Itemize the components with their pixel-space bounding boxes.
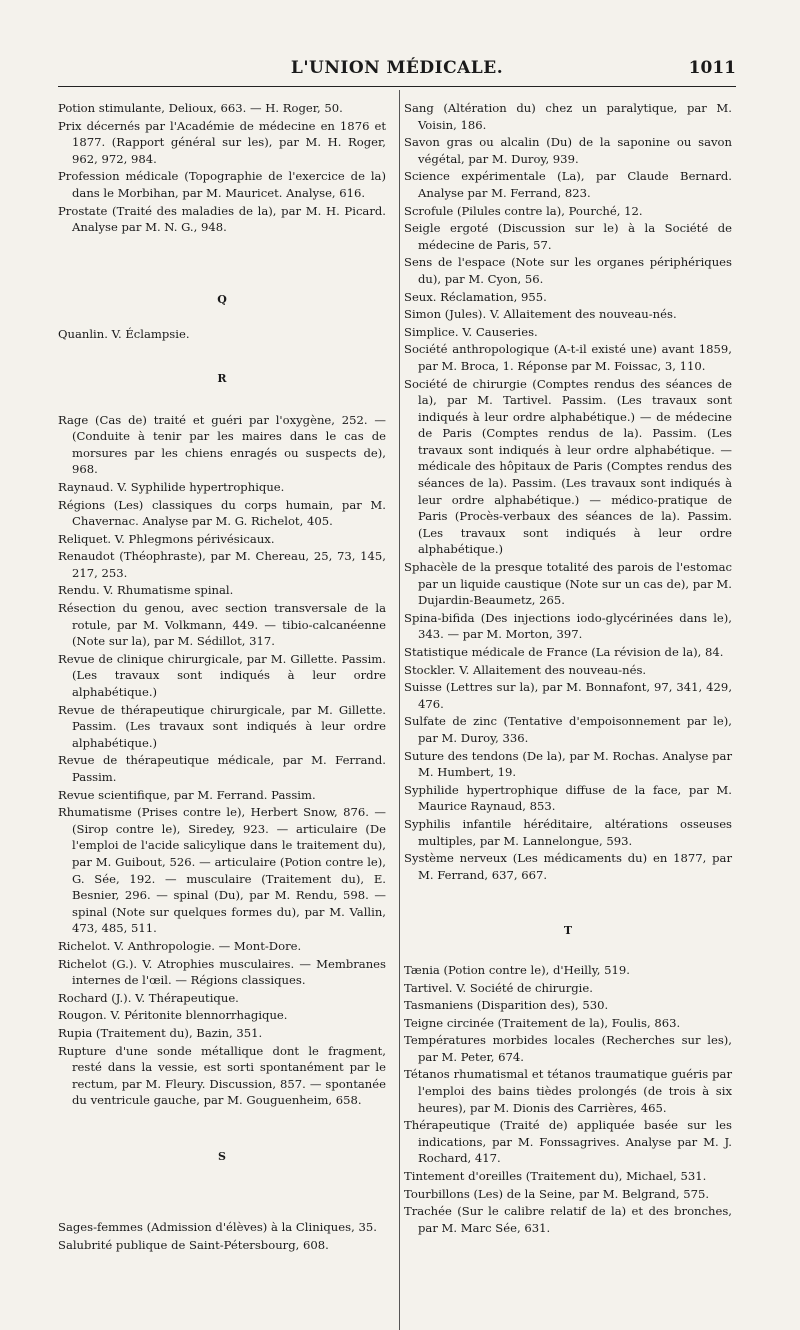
index-entry: Régions (Les) classiques du corps humain, par M. Chavernac. Analyse par M. G. Richelot, 405. — [58, 497, 386, 529]
index-entry: Seux. Réclamation, 955. — [404, 289, 547, 304]
index-entry: Rochard (J.). V. Thérapeutique. — [58, 990, 239, 1005]
index-entry: Teigne circinée (Traitement de la), Foulis, 863. — [404, 1015, 681, 1030]
index-entry: Rhumatisme (Prises contre le), Herbert Snow, 876. — (Sirop contre le), Siredey, 923. — articulaire (De l'emploi de l'acide salicylique dans le traitement du), par M. Guibout, 526. — articulaire (Potion contre le), G. Sée, 192. — musculaire (Traitement du), E. Besnier, 296. — spinal (Du), par M. Rendu, 598. — spinal (Note sur quelques formes du), par M. Vallin, 473, 485, 511. — [58, 805, 386, 936]
column-divider — [399, 90, 400, 1330]
section-letter: Q — [217, 292, 227, 306]
index-entry: Stockler. V. Allaitement des nouveau-nés. — [404, 662, 647, 677]
index-entry: Prostate (Traité des maladies de la), par M. H. Picard. Analyse par M. N. G., 948. — [58, 203, 386, 235]
section-letter: R — [217, 371, 227, 385]
index-entry: Savon gras ou alcalin (Du) de la saponine ou savon végétal, par M. Duroy, 939. — [404, 135, 732, 166]
index-entry: Revue scientifique, par M. Ferrand. Passim. — [58, 787, 316, 802]
index-entry: Seigle ergoté (Discussion sur le) à la Société de médecine de Paris, 57. — [404, 221, 732, 252]
index-entry: Potion stimulante, Delioux, 663. — H. Roger, 50. — [58, 101, 343, 115]
index-entry: Tétanos rhumatismal et tétanos traumatique guéris par l'emploi des bains tièdes prolongés (de trois à six heures), par M. Dionis des Carrières, 465. — [404, 1067, 732, 1115]
page-number: 1011 — [688, 58, 736, 78]
index-entry: Rage (Cas de) traité et guéri par l'oxygène, 252. — (Conduite à tenir par les maires dans le cas de morsures par les chiens enragés ou suspects de), 968. — [58, 412, 386, 477]
index-entry: Richelot (G.). V. Atrophies musculaires. — Membranes internes de l'œil. — Régions classiques. — [58, 956, 386, 988]
section-letter: S — [218, 1149, 226, 1163]
index-entry: Rupia (Traitement du), Bazin, 351. — [58, 1025, 263, 1040]
index-entry: Rougon. V. Péritonite blennorrhagique. — [58, 1008, 288, 1023]
index-entry: Revue de clinique chirurgicale, par M. Gillette. Passim. (Les travaux sont indiqués à leur ordre alphabétique.) — [58, 651, 386, 700]
index-entry: Simon (Jules). V. Allaitement des nouveau-nés. — [404, 307, 677, 322]
index-entry: Tasmaniens (Disparition des), 530. — [404, 998, 609, 1013]
index-entry: Tænia (Potion contre le), d'Heilly, 519. — [404, 962, 630, 977]
index-entry: Tourbillons (Les) de la Seine, par M. Belgrand, 575. — [404, 1186, 710, 1201]
index-entry: Sages-femmes (Admission d'élèves) à la Cliniques, 35. — [58, 1220, 377, 1235]
right-column — [404, 100, 732, 1237]
index-entry: Prix décernés par l'Académie de médecine en 1876 et 1877. (Rapport général sur les), par M. H. Roger, 962, 972, 984. — [58, 118, 386, 166]
index-entry: Syphilide hypertrophique diffuse de la face, par M. Maurice Raynaud, 853. — [404, 782, 732, 814]
index-entry: Société de chirurgie (Comptes rendus des séances de la), par M. Tartivel. Passim. (Les travaux sont indiqués à leur ordre alphabétique.) — de médecine de Paris (Comptes rendus de la). Passim. (Les travaux sont indiqués à leur ordre alphabétique. — médicale des hôpitaux de Paris (Comptes rendus des séances de la). Passim. (Les travaux sont indiqués à leur ordre alphabétique.) — médico-pratique de Paris (Procès-verbaux des séances de la). Passim. (Les travaux sont indiqués à leur ordre alphabétique.) — [404, 376, 732, 557]
index-entry: Richelot. V. Anthropologie. — Mont-Dore. — [58, 938, 302, 953]
index-entry: Rupture d'une sonde métallique dont le fragment, resté dans la vessie, est sorti spontanément par le rectum, par M. Fleury. Discussion, 857. — spontanée du ventricule gauche, par M. Gouguenheim, 658. — [58, 1043, 386, 1108]
left-column — [58, 100, 386, 1255]
index-entry: Renaudot (Théophraste), par M. Chereau, 25, 73, 145, 217, 253. — [58, 549, 386, 580]
index-entry: Salubrité publique de Saint-Pétersbourg, 608. — [58, 1238, 329, 1253]
index-entry: Suisse (Lettres sur la), par M. Bonnafont, 97, 341, 429, 476. — [404, 680, 732, 711]
index-entry: Statistique médicale de France (La révision de la), 84. — [404, 645, 724, 659]
section-letter: T — [563, 924, 573, 938]
index-entry: Tintement d'oreilles (Traitement du), Michael, 531. — [404, 1169, 707, 1184]
index-entry: Profession médicale (Topographie de l'exercice de la) dans le Morbihan, par M. Mauricet. Analyse, 616. — [58, 169, 386, 200]
index-entry: Scrofule (Pilules contre la), Pourché, 12. — [404, 203, 643, 218]
index-entry: Sang (Altération du) chez un paralytique, par M. Voisin, 186. — [404, 101, 732, 132]
index-entry: Revue de thérapeutique chirurgicale, par M. Gillette. Passim. (Les travaux sont indiqués à leur ordre alphabétique.) — [58, 702, 386, 750]
index-entry: Thérapeutique (Traité de) appliquée basée sur les indications, par M. Fonssagrives. Analyse par M. J. Rochard, 417. — [404, 1118, 732, 1166]
index-entry: Quanlin. V. Éclampsie. — [58, 327, 190, 342]
index-entry: Températures morbides locales (Recherches sur les), par M. Peter, 674. — [404, 1033, 732, 1064]
index-entry: Science expérimentale (La), par Claude Bernard. Analyse par M. Ferrand, 823. — [404, 169, 732, 200]
index-entry: Système nerveux (Les médicaments du) en 1877, par M. Ferrand, 637, 667. — [404, 851, 732, 882]
index-entry: Sens de l'espace (Note sur les organes périphériques du), par M. Cyon, 56. — [404, 255, 732, 286]
index-entry: Tartivel. V. Société de chirurgie. — [404, 980, 593, 995]
index-entry: Sulfate de zinc (Tentative d'empoisonnement par le), par M. Duroy, 336. — [404, 714, 732, 745]
running-title: L'UNION MÉDICALE. — [290, 58, 504, 78]
index-entry: Spina-bifida (Des injections iodo-glycérinées dans le), 343. — par M. Morton, 397. — [404, 610, 732, 642]
page-header — [58, 56, 736, 87]
index-entry: Société anthropologique (A-t-il existé une) avant 1859, par M. Broca, 1. Réponse par M. Foissac, 3, 110. — [404, 342, 732, 373]
index-entry: Simplice. V. Causeries. — [404, 324, 538, 339]
index-entry: Reliquet. V. Phlegmons périvésicaux. — [58, 531, 275, 546]
index-entry: Suture des tendons (De la), par M. Rochas. Analyse par M. Humbert, 19. — [404, 748, 732, 780]
index-entry: Trachée (Sur le calibre relatif de la) et des bronches, par M. Marc Sée, 631. — [404, 1204, 732, 1235]
index-entry: Sphacèle de la presque totalité des parois de l'estomac par un liquide caustique (Note sur un cas de), par M. Dujardin-Beaumetz, 265. — [404, 560, 732, 608]
index-entry: Raynaud. V. Syphilide hypertrophique. — [58, 479, 285, 494]
index-entry: Revue de thérapeutique médicale, par M. Ferrand. Passim. — [58, 753, 386, 784]
index-entry: Résection du genou, avec section transversale de la rotule, par M. Volkmann, 449. — tibio-calcanéenne (Note sur la), par M. Sédillot, 317. — [58, 601, 386, 649]
index-entry: Syphilis infantile héréditaire, altérations osseuses multiples, par M. Lannelongue, 593. — [404, 816, 732, 848]
index-entry: Rendu. V. Rhumatisme spinal. — [58, 583, 234, 598]
